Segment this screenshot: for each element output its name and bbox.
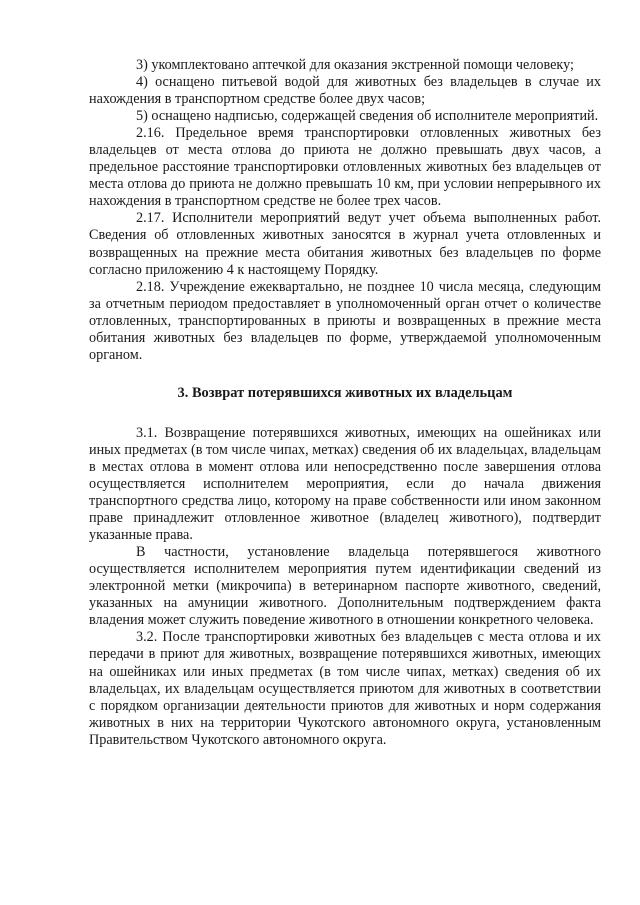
section-3-heading: 3. Возврат потерявшихся животных их владельцам xyxy=(177,384,513,401)
list-item-contractor-label: 5) оснащено надписью, содержащей сведения об исполнителе мероприятий. xyxy=(136,108,599,125)
clause-3-1: 3.1. Возвращение потерявшихся животных, имеющих на ошейниках или иных предметах (в том числе чипах, метках) сведения об их владельцах, владельцам в местах отлова в момент отлова или непосредственно после завершения отлова осуществляется исполнителем мероприятия, если до начала движения транспортного средства лицо, которому на праве собственности или ином законном праве принадлежит отловленное животное (владелец животного), подтвердит указанные права. xyxy=(89,424,601,544)
clause-2-16: 2.16. Предельное время транспортировки отловленных животных без владельцев от места отлова до приюта не должно превышать двух часов, а предельное расстояние транспортировки отловленных животных без владельцев от места отлова до приюта не должно превышать 10 км, при условии непрерывного их нахождения в транспортном средстве не более трех часов. xyxy=(89,125,601,210)
clause-3-2: 3.2. После транспортировки животных без владельцев с места отлова и их передачи в приют для животных, возвращение потерявшихся животных, имеющих на ошейниках или иных предметах (в том числе чипах, метках) сведения об их владельцах, их владельцам осуществляется приютом для животных в соответствии с порядком организации деятельности приютов для животных и норм содержания животных в них на территории Чукотского автономного округа, установленным Правительством Чукотского автономного округа. xyxy=(89,629,601,748)
clause-3-1-owner-identification: В частности, установление владельца потерявшегося животного осуществляется исполнителем мероприятия путем идентификации сведений из электронной метки (микрочипа) в ветеринарном паспорте животного, сведений, указанных на амуниции животного. Дополнительным подтверждением факта владения может служить поведение животного в отношении конкретного человека. xyxy=(89,544,601,629)
list-item-first-aid-kit: 3) укомплектовано аптечкой для оказания экстренной помощи человеку; xyxy=(136,57,574,73)
document-page xyxy=(89,57,601,749)
list-item-drinking-water: 4) оснащено питьевой водой для животных без владельцев в случае их нахождения в транспортном средстве более двух часов; xyxy=(89,74,601,108)
clause-2-18: 2.18. Учреждение ежеквартально, не позднее 10 числа месяца, следующим за отчетным периодом предоставляет в уполномоченный орган отчет о количестве отловленных, транспортированных в приюты и возвращенных в прежние места обитания животных без владельцев по форме, утверждаемой уполномоченным органом. xyxy=(89,278,601,363)
clause-2-17: 2.17. Исполнители мероприятий ведут учет объема выполненных работ. Сведения об отловленных животных заносятся в журнал учета отловленных и возвращенных на прежние места обитания животных без владельцев по форме согласно приложению 4 к настоящему Порядку. xyxy=(89,210,601,278)
